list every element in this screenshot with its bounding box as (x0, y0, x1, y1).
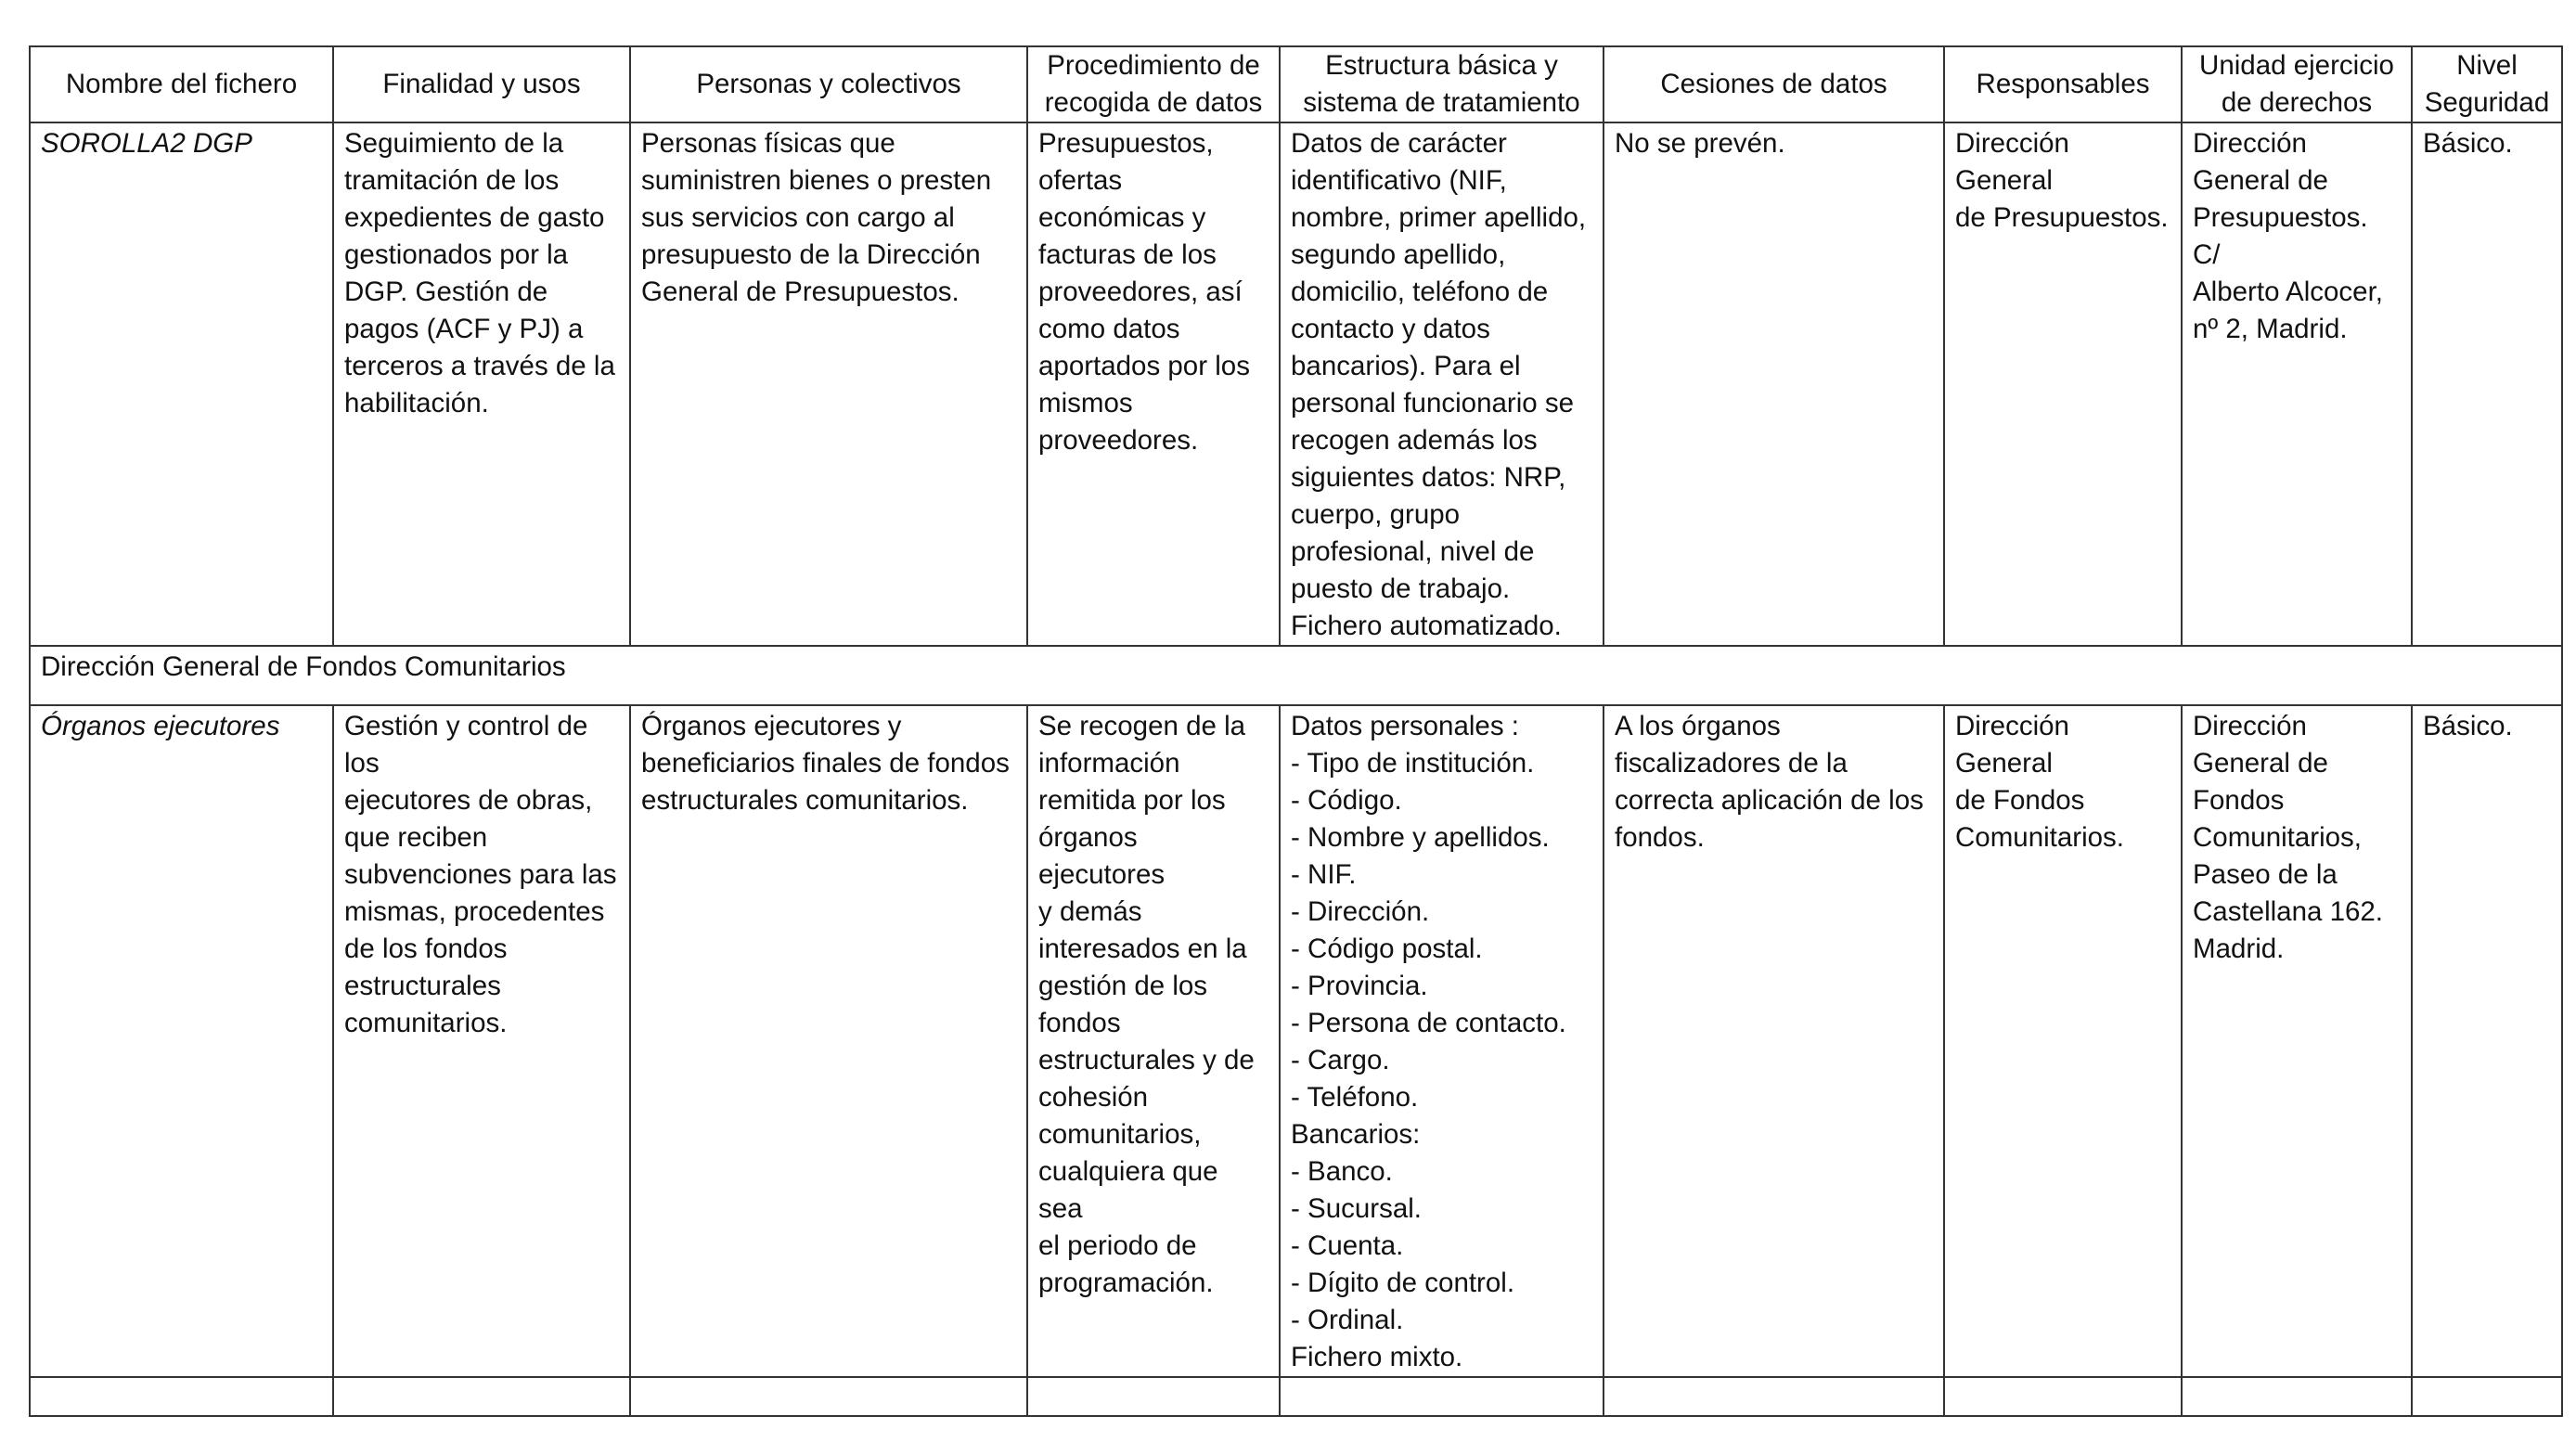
cell-nivel: Básico. (2412, 122, 2562, 646)
cell-finalidad: Seguimiento de la tramitación de los expedientes de gasto gestionados por la DGP. Gestión de pagos (ACF y PJ) a terceros a través de la habilitación. (333, 122, 630, 646)
cell-nombre: SOROLLA2 DGP (30, 122, 333, 646)
cell-estructura: Datos de carácter identificativo (NIF, nombre, primer apellido, segundo apellido, domicilio, teléfono de contacto y datos bancarios). Para el personal funcionario se recogen además los siguientes datos: NRP, cuerpo, grupo profesional, nivel de puesto de trabajo. Fichero automatizado. (1280, 122, 1604, 646)
data-files-table (29, 45, 2563, 1417)
cell-estructura: Datos personales : - Tipo de institución. - Código. - Nombre y apellidos. - NIF. - Dirección. - Código postal. - Provincia. - Persona de contacto. - Cargo. - Teléfono. Bancarios: - Banco. - Sucursal. - Cuenta. - Dígito de control. - Ordinal. Fichero mixto. (1280, 705, 1604, 1377)
empty-cell (1280, 1377, 1604, 1416)
table-row (30, 705, 2562, 1377)
empty-cell (333, 1377, 630, 1416)
header-cesiones: Cesiones de datos (1604, 46, 1944, 122)
empty-cell (630, 1377, 1027, 1416)
cell-cesiones: A los órganos fiscalizadores de la correcta aplicación de los fondos. (1604, 705, 1944, 1377)
table-header-row (30, 46, 2562, 122)
cell-responsables: Dirección General de Fondos Comunitarios. (1944, 705, 2182, 1377)
header-estructura: Estructura básica y sistema de tratamiento (1280, 46, 1604, 122)
cell-responsables: Dirección General de Presupuestos. (1944, 122, 2182, 646)
cell-procedimiento: Se recogen de la información remitida por los órganos ejecutores y demás interesados en la gestión de los fondos estructurales y de cohesión comunitarios, cualquiera que sea el periodo de programación. (1027, 705, 1280, 1377)
empty-cell (2182, 1377, 2412, 1416)
empty-cell (30, 1377, 333, 1416)
header-nombre: Nombre del fichero (30, 46, 333, 122)
empty-cell (1944, 1377, 2182, 1416)
header-nivel: Nivel Seguridad (2412, 46, 2562, 122)
cell-unidad: Dirección General de Fondos Comunitarios, Paseo de la Castellana 162. Madrid. (2182, 705, 2412, 1377)
cell-unidad: Dirección General de Presupuestos. C/ Alberto Alcocer, nº 2, Madrid. (2182, 122, 2412, 646)
header-personas: Personas y colectivos (630, 46, 1027, 122)
header-finalidad: Finalidad y usos (333, 46, 630, 122)
header-responsables: Responsables (1944, 46, 2182, 122)
empty-cell (1027, 1377, 1280, 1416)
section-row (30, 646, 2562, 705)
cell-cesiones: No se prevén. (1604, 122, 1944, 646)
empty-cell (2412, 1377, 2562, 1416)
cell-personas: Personas físicas que suministren bienes o presten sus servicios con cargo al presupuesto de la Dirección General de Presupuestos. (630, 122, 1027, 646)
empty-row (30, 1377, 2562, 1416)
cell-procedimiento: Presupuestos, ofertas económicas y facturas de los proveedores, así como datos aportados por los mismos proveedores. (1027, 122, 1280, 646)
empty-cell (1604, 1377, 1944, 1416)
section-heading: Dirección General de Fondos Comunitarios (30, 646, 2562, 705)
cell-finalidad: Gestión y control de los ejecutores de obras, que reciben subvenciones para las mismas, procedentes de los fondos estructurales comunitarios. (333, 705, 630, 1377)
cell-personas: Órganos ejecutores y beneficiarios finales de fondos estructurales comunitarios. (630, 705, 1027, 1377)
table-row (30, 122, 2562, 646)
header-procedimiento: Procedimiento de recogida de datos (1027, 46, 1280, 122)
cell-nivel: Básico. (2412, 705, 2562, 1377)
cell-nombre: Órganos ejecutores (30, 705, 333, 1377)
header-unidad: Unidad ejercicio de derechos (2182, 46, 2412, 122)
